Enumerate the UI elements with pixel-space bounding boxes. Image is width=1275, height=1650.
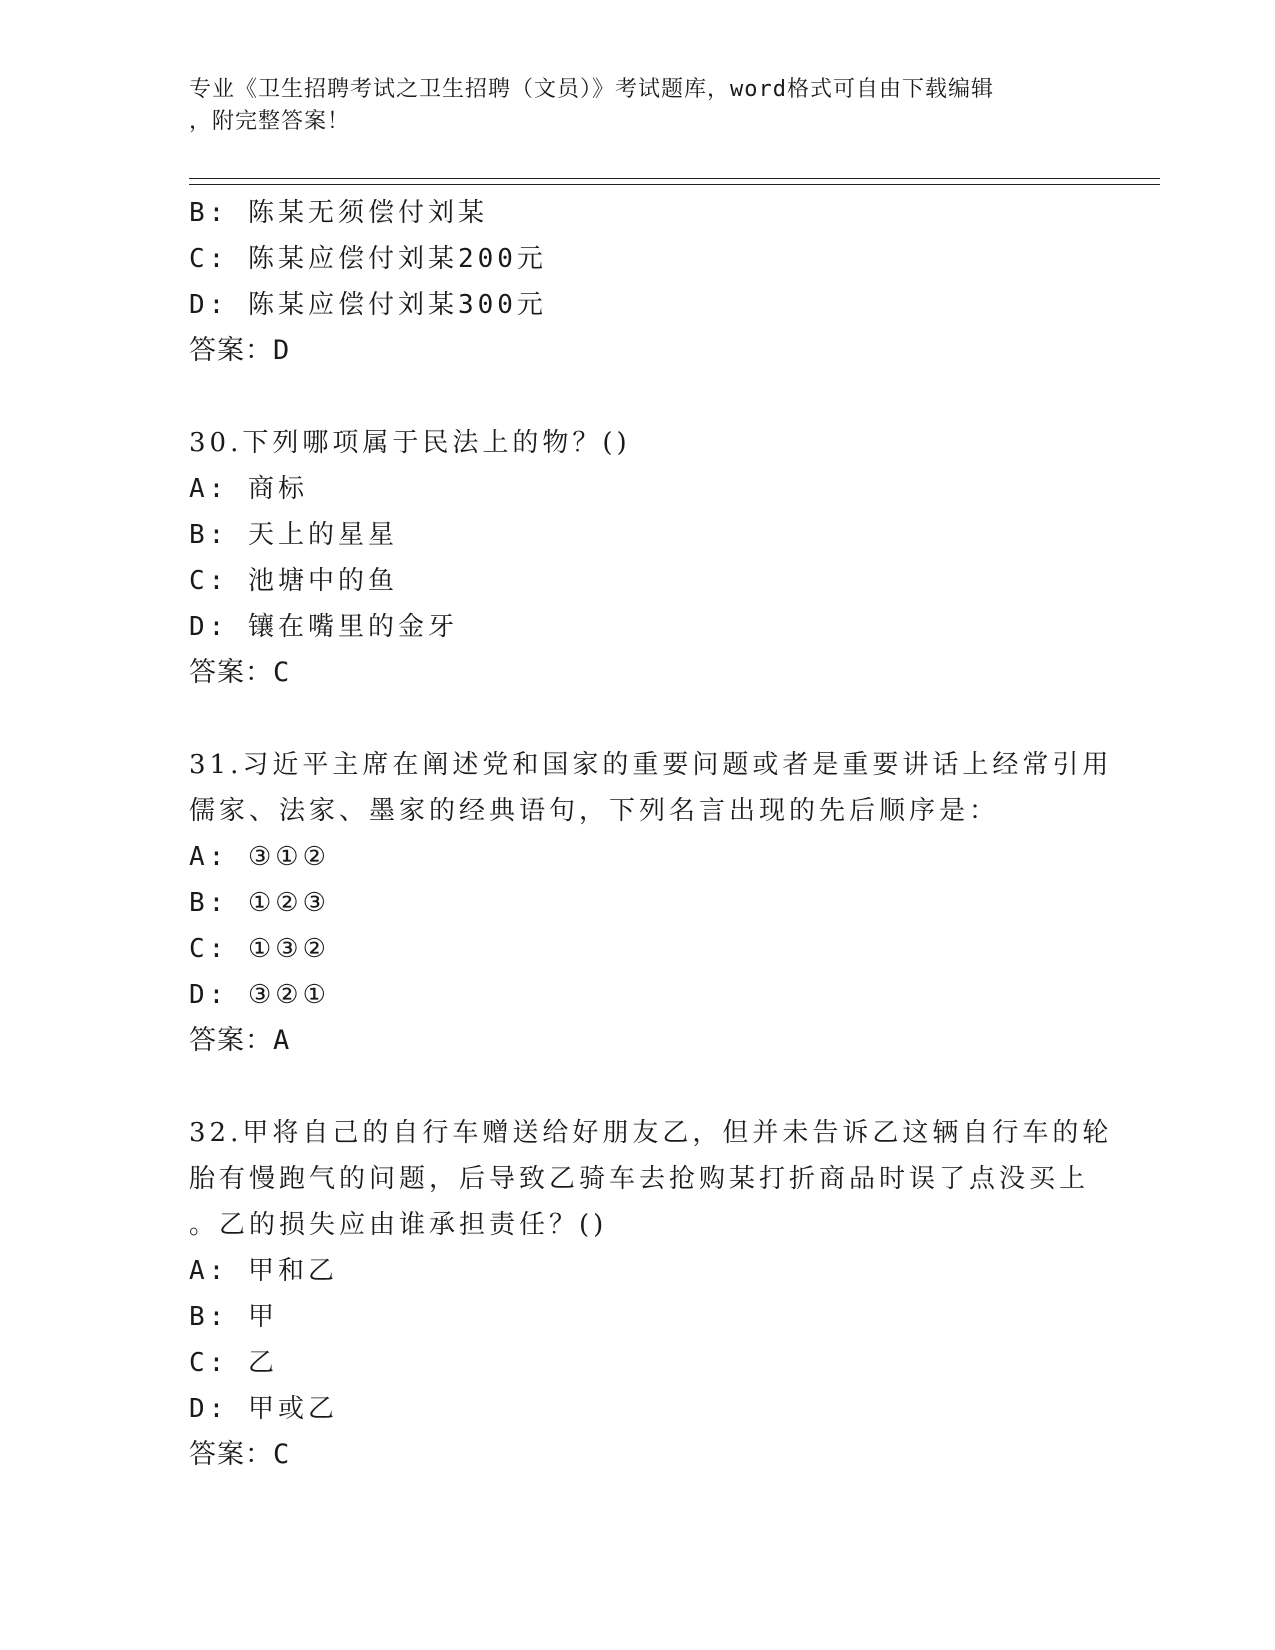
option-a: A: 商标 [189, 474, 308, 504]
option-a: A: ③①② [189, 842, 330, 872]
option-c: C: 池塘中的鱼 [189, 566, 398, 596]
answer-label: 答案： [189, 1439, 273, 1470]
answer-line [189, 650, 1089, 696]
option-b: B: 陈某无须偿付刘某 [189, 198, 488, 228]
question-block-30 [189, 420, 1089, 696]
option-d: D: 镶在嘴里的金牙 [189, 612, 458, 642]
answer-line [189, 1432, 1089, 1478]
question-text-line-2: 胎有慢跑气的问题，后导致乙骑车去抢购某打折商品时误了点没买上 [189, 1164, 1090, 1194]
answer-line [189, 328, 1089, 374]
header-line-1: 专业《卫生招聘考试之卫生招聘（文员）》考试题库，word格式可自由下载编辑 [189, 77, 994, 102]
document-header [189, 74, 1069, 138]
answer-line [189, 1018, 1089, 1064]
question-block-31 [189, 742, 1113, 1064]
option-d: D: 陈某应偿付刘某300元 [189, 290, 547, 320]
question-text-line-3: 。乙的损失应由谁承担责任？() [189, 1210, 608, 1240]
question-list [189, 190, 1113, 1478]
option-c: C: 陈某应偿付刘某200元 [189, 244, 547, 274]
answer-value: A [273, 1025, 291, 1056]
option-b: B: 甲 [189, 1302, 278, 1332]
question-text-line-2: 儒家、法家、墨家的经典语句，下列名言出现的先后顺序是： [189, 796, 1000, 826]
question-text-line-1: 32.甲将自己的自行车赠送给好朋友乙，但并未告诉乙这辆自行车的轮 [189, 1118, 1113, 1148]
question-block-29 [189, 190, 1089, 374]
question-text: 30.下列哪项属于民法上的物？() [189, 428, 631, 458]
option-c: C: 乙 [189, 1348, 278, 1378]
header-divider-top [189, 178, 1160, 179]
option-a: A: 甲和乙 [189, 1256, 338, 1286]
header-line-2: ，附完整答案！ [189, 109, 351, 134]
header-divider-bottom [189, 184, 1160, 185]
spacer [189, 374, 1089, 420]
spacer [189, 696, 1089, 742]
option-d: D: ③②① [189, 980, 330, 1010]
option-d: D: 甲或乙 [189, 1394, 338, 1424]
answer-label: 答案： [189, 657, 273, 688]
option-c: C: ①③② [189, 934, 330, 964]
option-b: B: ①②③ [189, 888, 330, 918]
answer-label: 答案： [189, 335, 273, 366]
answer-value: C [273, 1439, 291, 1470]
spacer [189, 1064, 1089, 1110]
question-text-line-1: 31.习近平主席在阐述党和国家的重要问题或者是重要讲话上经常引用 [189, 750, 1113, 780]
answer-label: 答案： [189, 1025, 273, 1056]
answer-value: C [273, 657, 291, 688]
answer-value: D [273, 335, 291, 366]
question-block-32 [189, 1110, 1113, 1478]
option-b: B: 天上的星星 [189, 520, 398, 550]
